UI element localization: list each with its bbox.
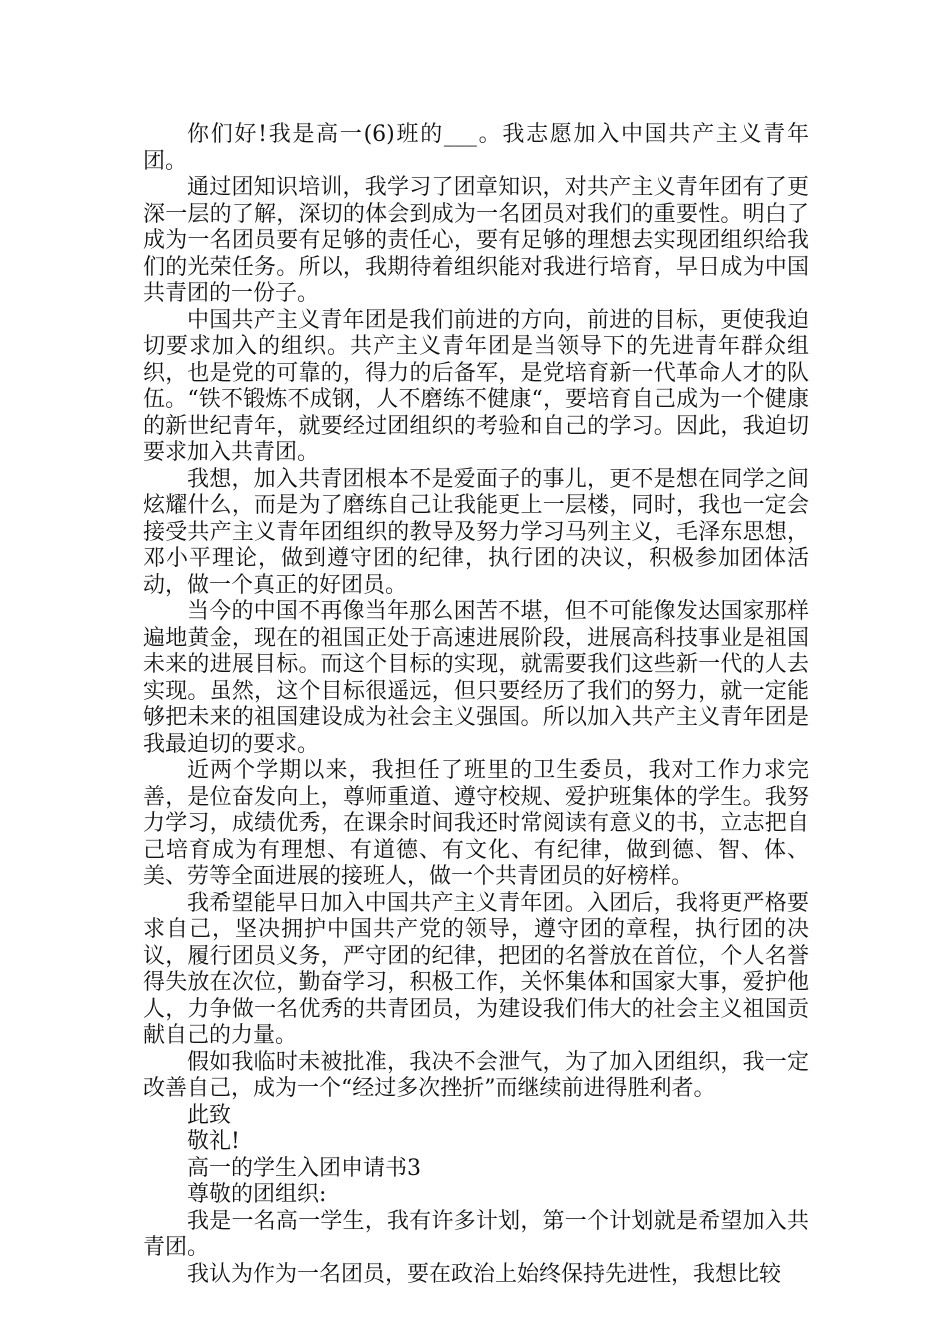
paragraph-opinion: 我认为作为一名团员，要在政治上始终保持先进性，我想比较 (187, 1261, 782, 1287)
paragraph-commitment: 我希望能早日加入中国共产主义青年团。入团后，我将更严格要求自己，坚决拥护中国共产党的领导，遵守团的章程，执行团的决议，履行团员义务，严守团的纪律，把团的名誉放在首位，个人名誉得失放在次位，勤奋学习，积极工作，关怀集体和国家大事，爱护他人，力争做一名优秀的共青团员，为建设我们伟大的社会主义祖国贡献自己的力量。 (143, 890, 809, 1048)
paragraph-greeting: 你们好!我是高一(6)班的___。我志愿加入中国共产主义青年团。 (143, 122, 809, 174)
paragraph-introduction: 我是一名高一学生，我有许多计划，第一个计划就是希望加入共青团。 (143, 1208, 809, 1260)
document-body (143, 122, 809, 1288)
paragraph-training: 通过团知识培训，我学习了团章知识，对共产主义青年团有了更深一层的了解，深切的体会到成为一名团员对我们的重要性。明白了成为一名团员要有足够的责任心，要有足够的理想去实现团组织给我们的光荣任务。所以，我期待着组织能对我进行培育，早日成为中国共青团的一份子。 (143, 175, 809, 306)
paragraph-china-today: 当今的中国不再像当年那么困苦不堪，但不可能像发达国家那样遍地黄金，现在的祖国正处于高速进展阶段，进展高科技事业是祖国未来的进展目标。而这个目标的实现，就需要我们这些新一代的人去实现。虽然，这个目标很遥远，但只要经历了我们的努力，就一定能够把未来的祖国建设成为社会主义强国。所以加入共产主义青年团是我最迫切的要求。 (143, 599, 809, 757)
paragraph-direction: 中国共产主义青年团是我们前进的方向，前进的目标，更使我迫切要求加入的组织。共产主义青年团是当领导下的先进青年群众组织，也是党的可靠的，得力的后备军，是党培育新一代革命人才的队伍。“铁不锻炼不成钢，人不磨练不健康“，要培育自己成为一个健康的新世纪青年，就要经过团组织的考验和自己的学习。因此，我迫切要求加入共青团。 (143, 307, 809, 465)
closing-salutation: 此致 (187, 1102, 232, 1128)
paragraph-class-role: 近两个学期以来，我担任了班里的卫生委员，我对工作力求完善，是位奋发向上，尊师重道、遵守校规、爱护班集体的学生。我努力学习，成绩优秀，在课余时间我还时常阅读有意义的书，立志把自己培育成为有理想、有道德、有文化、有纪律，做到德、智、体、美、劳等全面进展的接班人，做一个共青团员的好榜样。 (143, 758, 809, 889)
section-title: 高一的学生入团申请书3 (187, 1155, 421, 1181)
paragraph-resolve: 假如我临时未被批准，我决不会泄气，为了加入团组织，我一定改善自己，成为一个“经过多次挫折”而继续前进得胜利者。 (143, 1049, 809, 1101)
paragraph-motivation: 我想，加入共青团根本不是爱面子的事儿，更不是想在同学之间炫耀什么，而是为了磨练自己让我能更上一层楼，同时，我也一定会接受共产主义青年团组织的教导及努力学习马列主义，毛泽东思想，邓小平理论，做到遵守团的纪律，执行团的决议，积极参加团体活动，做一个真正的好团员。 (143, 466, 809, 598)
closing-respect: 敬礼! (187, 1129, 240, 1154)
letter-greeting: 尊敬的团组织: (187, 1182, 327, 1207)
